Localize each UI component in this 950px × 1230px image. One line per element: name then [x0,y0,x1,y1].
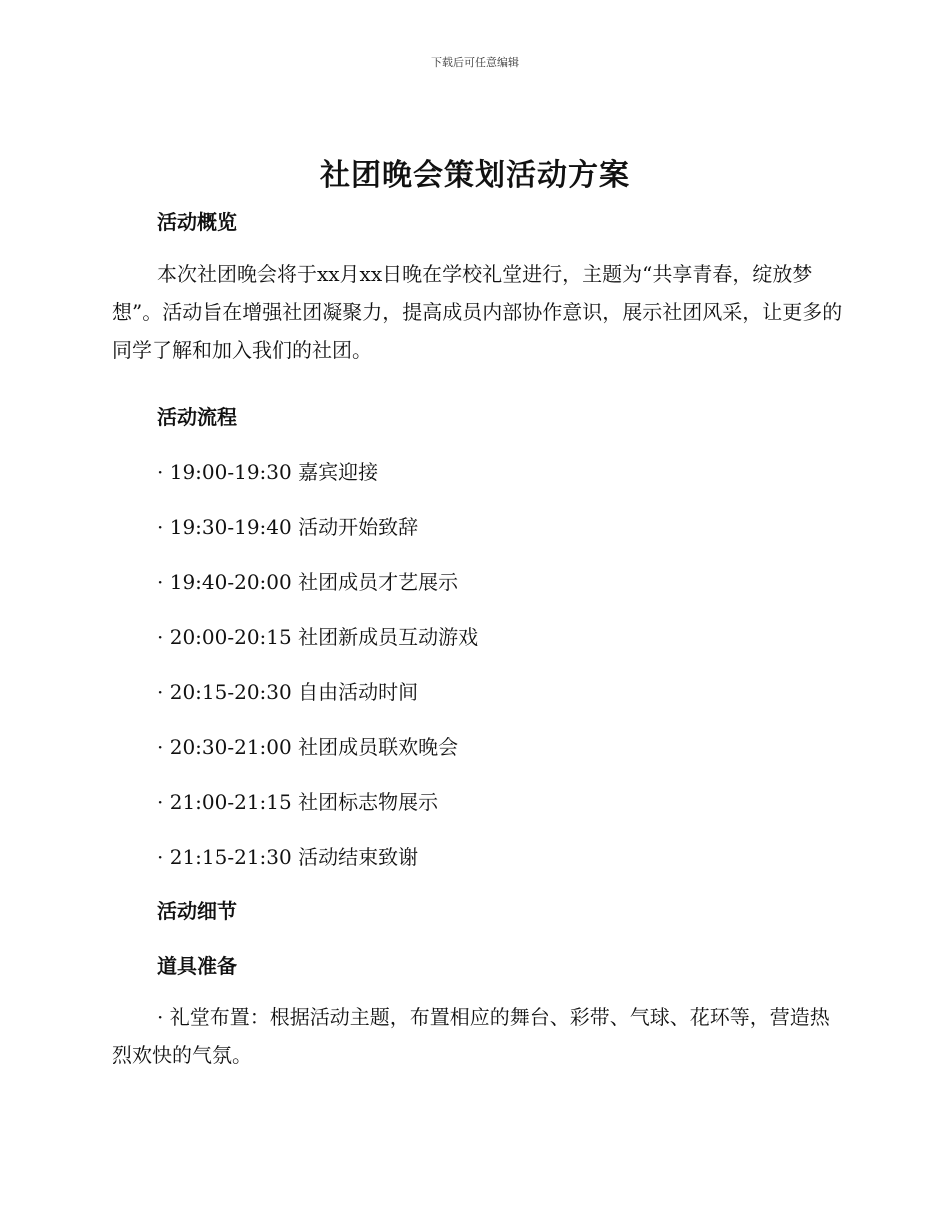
schedule-item: · 19:40-20:00 社团成员才艺展示 [157,570,459,594]
schedule-item: · 20:00-20:15 社团新成员互动游戏 [157,625,479,649]
section-heading-flow: 活动流程 [157,405,237,429]
schedule-item: · 19:00-19:30 嘉宾迎接 [157,460,379,484]
section-heading-details: 活动细节 [157,899,237,923]
section-heading-overview: 活动概览 [157,210,237,234]
schedule-item: · 20:15-20:30 自由活动时间 [157,680,419,704]
section-heading-props: 道具准备 [157,954,237,978]
page-header-note: 下载后可任意编辑 [431,56,519,69]
props-paragraph: · 礼堂布置：根据活动主题，布置相应的舞台、彩带、气球、花环等，营造热烈欢快的气氛。 [112,1005,830,1067]
schedule-item: · 19:30-19:40 活动开始致辞 [157,515,419,539]
schedule-item: · 21:15-21:30 活动结束致谢 [157,845,419,869]
schedule-item: · 21:00-21:15 社团标志物展示 [157,790,439,814]
overview-paragraph: 本次社团晚会将于xx月xx日晚在学校礼堂进行，主题为“共享青春，绽放梦想”。活动旨在增强社团凝聚力，提高成员内部协作意识，展示社团风采，让更多的同学了解和加入我们的社团。 [112,262,843,362]
schedule-item: · 20:30-21:00 社团成员联欢晚会 [157,735,459,759]
document-title: 社团晚会策划活动方案 [320,158,630,193]
